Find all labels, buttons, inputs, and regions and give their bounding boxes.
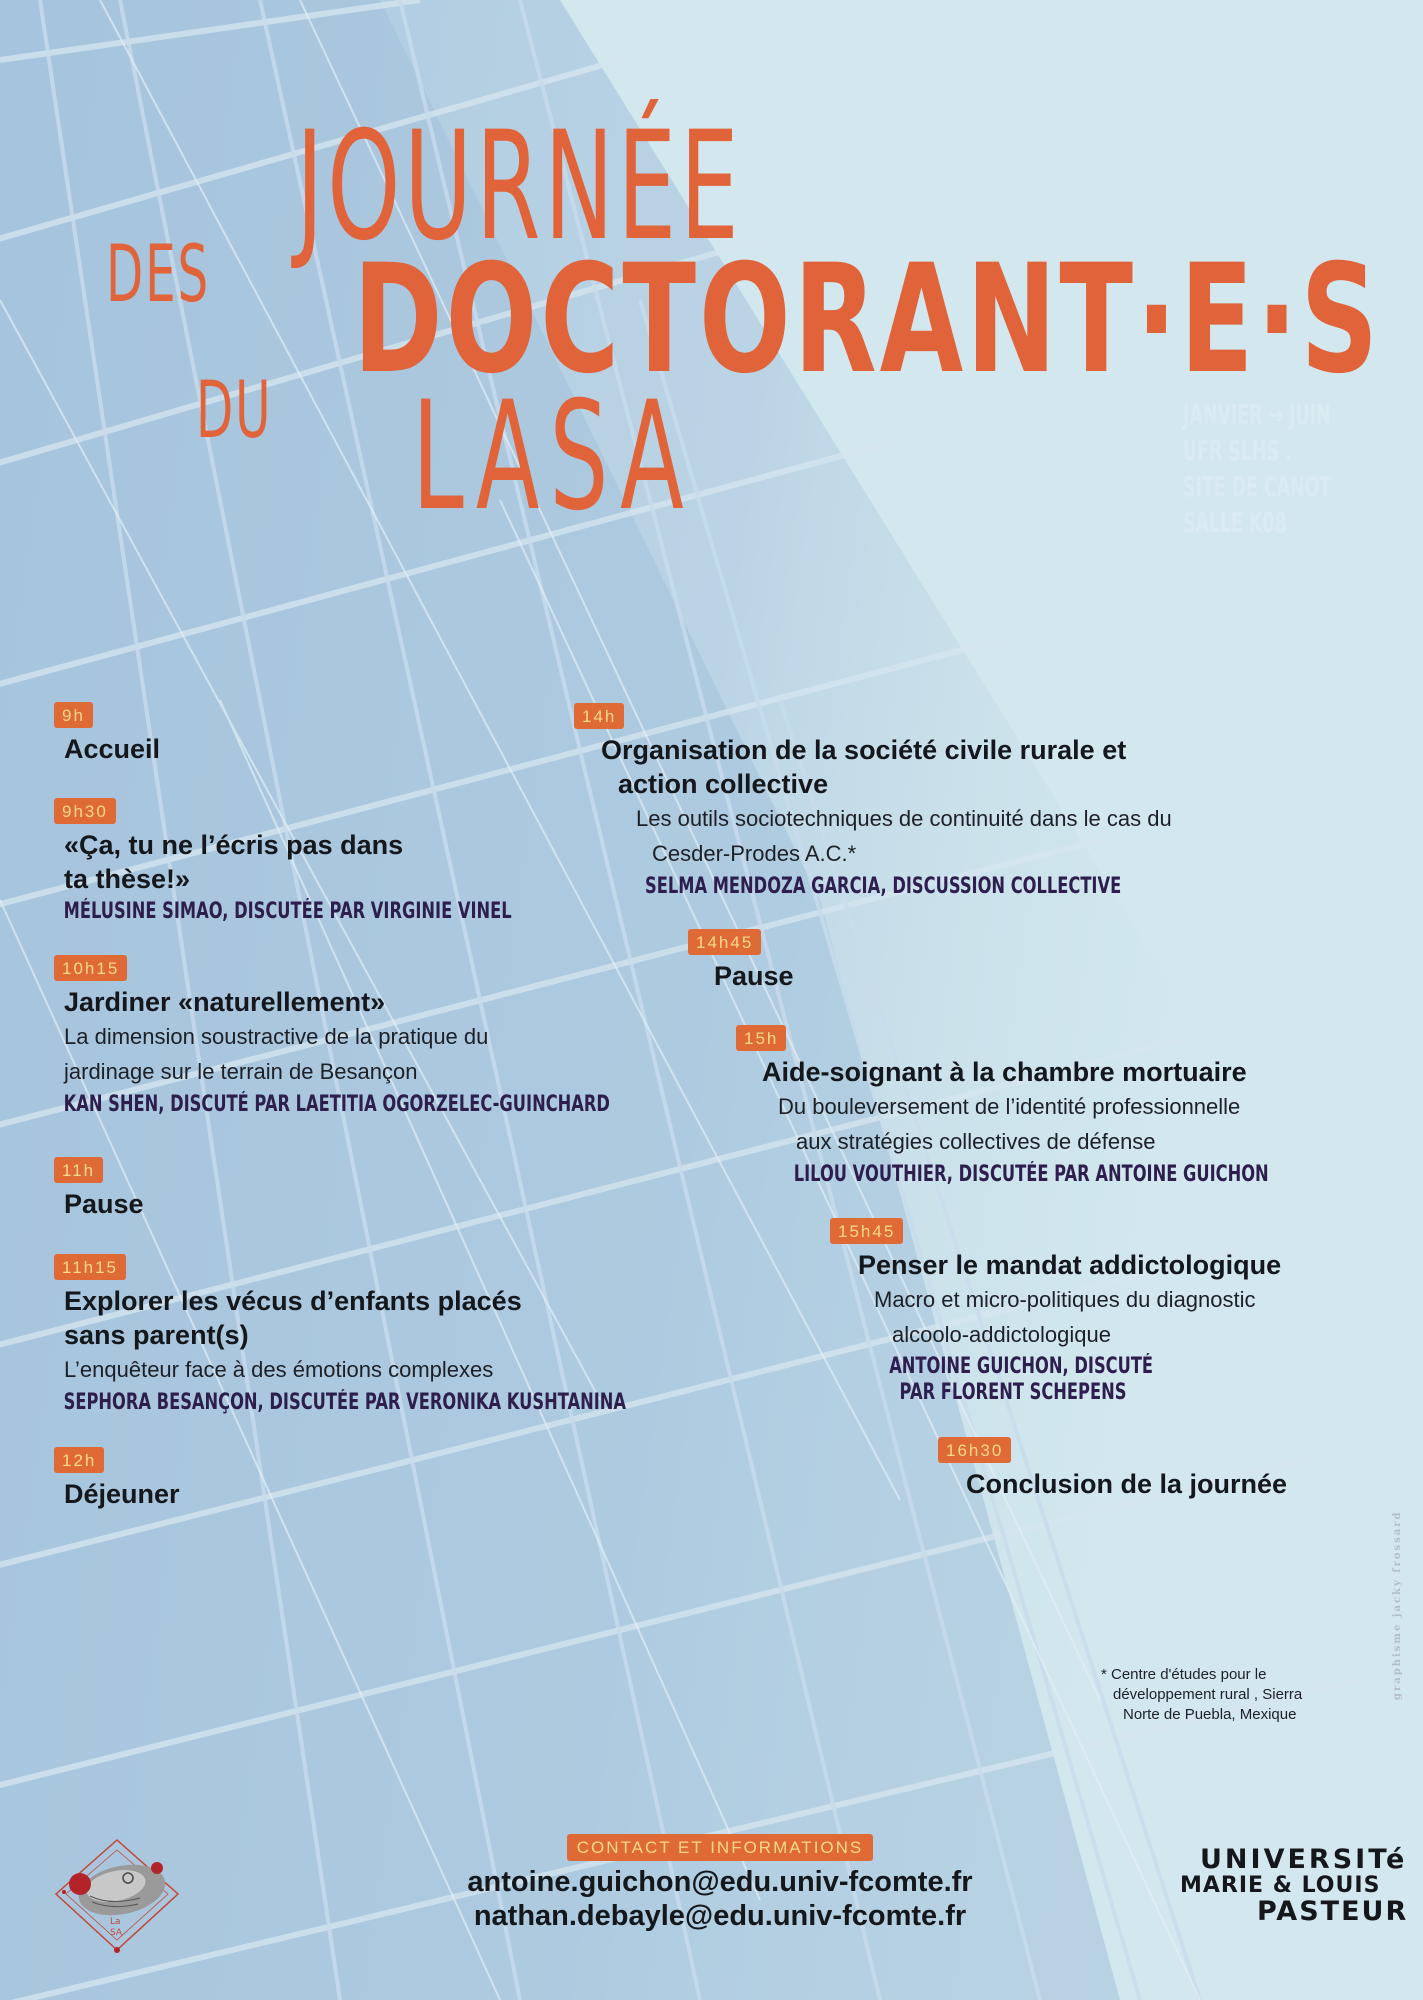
schedule-item [574,703,1313,901]
schedule-item [688,929,794,993]
session-title-line: Explorer les vécus d’enfants placés [64,1286,522,1316]
session-subtitle [574,801,1313,871]
title-doctorant: DOCTORANT·E·S [353,233,1382,407]
session-subtitle-line: Les outils sociotechniques de continuité dans le cas du [636,806,1172,831]
contact-label: CONTACT ET INFORMATIONS [567,1834,874,1861]
title-du: DU [196,366,273,456]
session-subtitle-line: aux stratégies collectives de défense [796,1129,1156,1154]
session-subtitle-line: Cesder-Prodes A.C.* [652,841,857,866]
footnote-line: * Centre d'études pour le [1101,1666,1267,1683]
title-journee: JOURNÉE [296,100,743,274]
session-speaker: KAN SHEN, DISCUTÉ PAR LAETITIA OGORZELEC-GUINCHARD [63,1092,610,1117]
time-badge: 11h15 [54,1254,126,1280]
time-badge: 15h45 [830,1218,903,1244]
time-badge: 14h [574,703,624,729]
session-subtitle-line: jardinage sur le terrain de Besançon [64,1059,418,1084]
time-badge: 15h [736,1025,786,1051]
schedule-item [54,1254,827,1417]
schedule-item [830,1218,1281,1406]
time-badge: 16h30 [938,1437,1011,1463]
time-badge: 11h [54,1157,103,1183]
session-speaker: SELMA MENDOZA GARCIA, DISCUSSION COLLECTIVE [645,874,1122,899]
session-subtitle [54,1019,805,1089]
session-speaker-line: PAR FLORENT SCHEPENS [899,1380,1127,1405]
schedule-item [736,1025,1423,1189]
time-badge: 9h [54,702,93,728]
schedule-item [54,702,160,766]
schedule-item [54,1157,144,1221]
lasa-logo [50,1836,185,1956]
session-title: Pause [714,961,794,991]
design-credit: graphisme jacky frossard [1392,1510,1403,1700]
session-title-line: Organisation de la société civile rurale et [601,735,1127,765]
session-title: Aide-soignant à la chambre mortuaire [762,1057,1247,1087]
time-badge: 14h45 [688,929,761,955]
schedule-item [938,1437,1287,1501]
session-title: Accueil [64,734,161,764]
university-logo-line1: UNIVERSITé [1200,1844,1408,1875]
time-badge: 12h [54,1447,104,1473]
event-dates: JANVIER → JUIN [1183,398,1331,431]
title-lasa: LASA [412,370,694,544]
footnote [1101,1665,1302,1725]
event-room: SALLE K08 [1183,506,1287,539]
session-speaker: SEPHORA BESANÇON, DISCUTÉE PAR VERONIKA KUSHTANINA [63,1390,627,1415]
session-title-line: action collective [618,769,829,799]
session-speaker [830,1354,1164,1406]
footnote-line: développement rural , Sierra [1113,1686,1303,1703]
session-subtitle [736,1089,1423,1159]
session-title: Déjeuner [64,1479,180,1509]
footnote-line: Norte de Puebla, Mexique [1123,1706,1297,1723]
time-badge: 9h30 [54,798,116,824]
university-logo-line2: MARIE & LOUIS [1180,1873,1381,1898]
session-subtitle-line: La dimension soustractive de la pratique du [64,1024,489,1049]
session-title: Conclusion de la journée [966,1469,1288,1499]
contact-email-link[interactable]: nathan.debayle@edu.univ-fcomte.fr [473,1900,967,1932]
session-title [54,1284,827,1352]
schedule-item [54,1447,180,1511]
session-title-line: sans parent(s) [64,1320,249,1350]
time-badge: 10h15 [54,955,127,981]
contact-section [420,1834,1020,1933]
university-logo [1180,1846,1408,1925]
session-title [574,733,1313,801]
session-title-line: ta thèse!» [64,864,191,894]
session-title: Penser le mandat addictologique [858,1250,1282,1280]
contact-email-link[interactable]: antoine.guichon@edu.univ-fcomte.fr [467,1866,973,1898]
title-des: DES [106,230,211,320]
session-speaker: LILOU VOUTHIER, DISCUTÉE PAR ANTOINE GUICHON [793,1162,1269,1187]
session-title: Pause [64,1189,144,1219]
session-subtitle-line: alcoolo-addictologique [892,1322,1111,1347]
session-subtitle [830,1282,1281,1352]
session-subtitle: L’enquêteur face à des émotions complexes [64,1357,494,1382]
university-logo-line3: PASTEUR [1257,1896,1409,1927]
session-subtitle-line: Macro et micro-politiques du diagnostic [874,1287,1256,1312]
session-subtitle-line: Du bouleversement de l’identité professionnelle [778,1094,1241,1119]
session-speaker-line: ANTOINE GUICHON, DISCUTÉ [889,1354,1154,1379]
session-speaker: MÉLUSINE SIMAO, DISCUTÉE PAR VIRGINIE VINEL [63,899,512,924]
svg-text:SA: SA [110,1928,123,1938]
svg-text:La: La [110,1917,121,1927]
event-venue: UFR SLHS . [1183,434,1292,467]
event-site: SITE DE CANOT [1183,470,1332,503]
lasa-emblem-icon [50,1836,185,1956]
session-title-line: «Ça, tu ne l’écris pas dans [64,830,404,860]
session-title: Jardiner «naturellement» [64,987,386,1017]
